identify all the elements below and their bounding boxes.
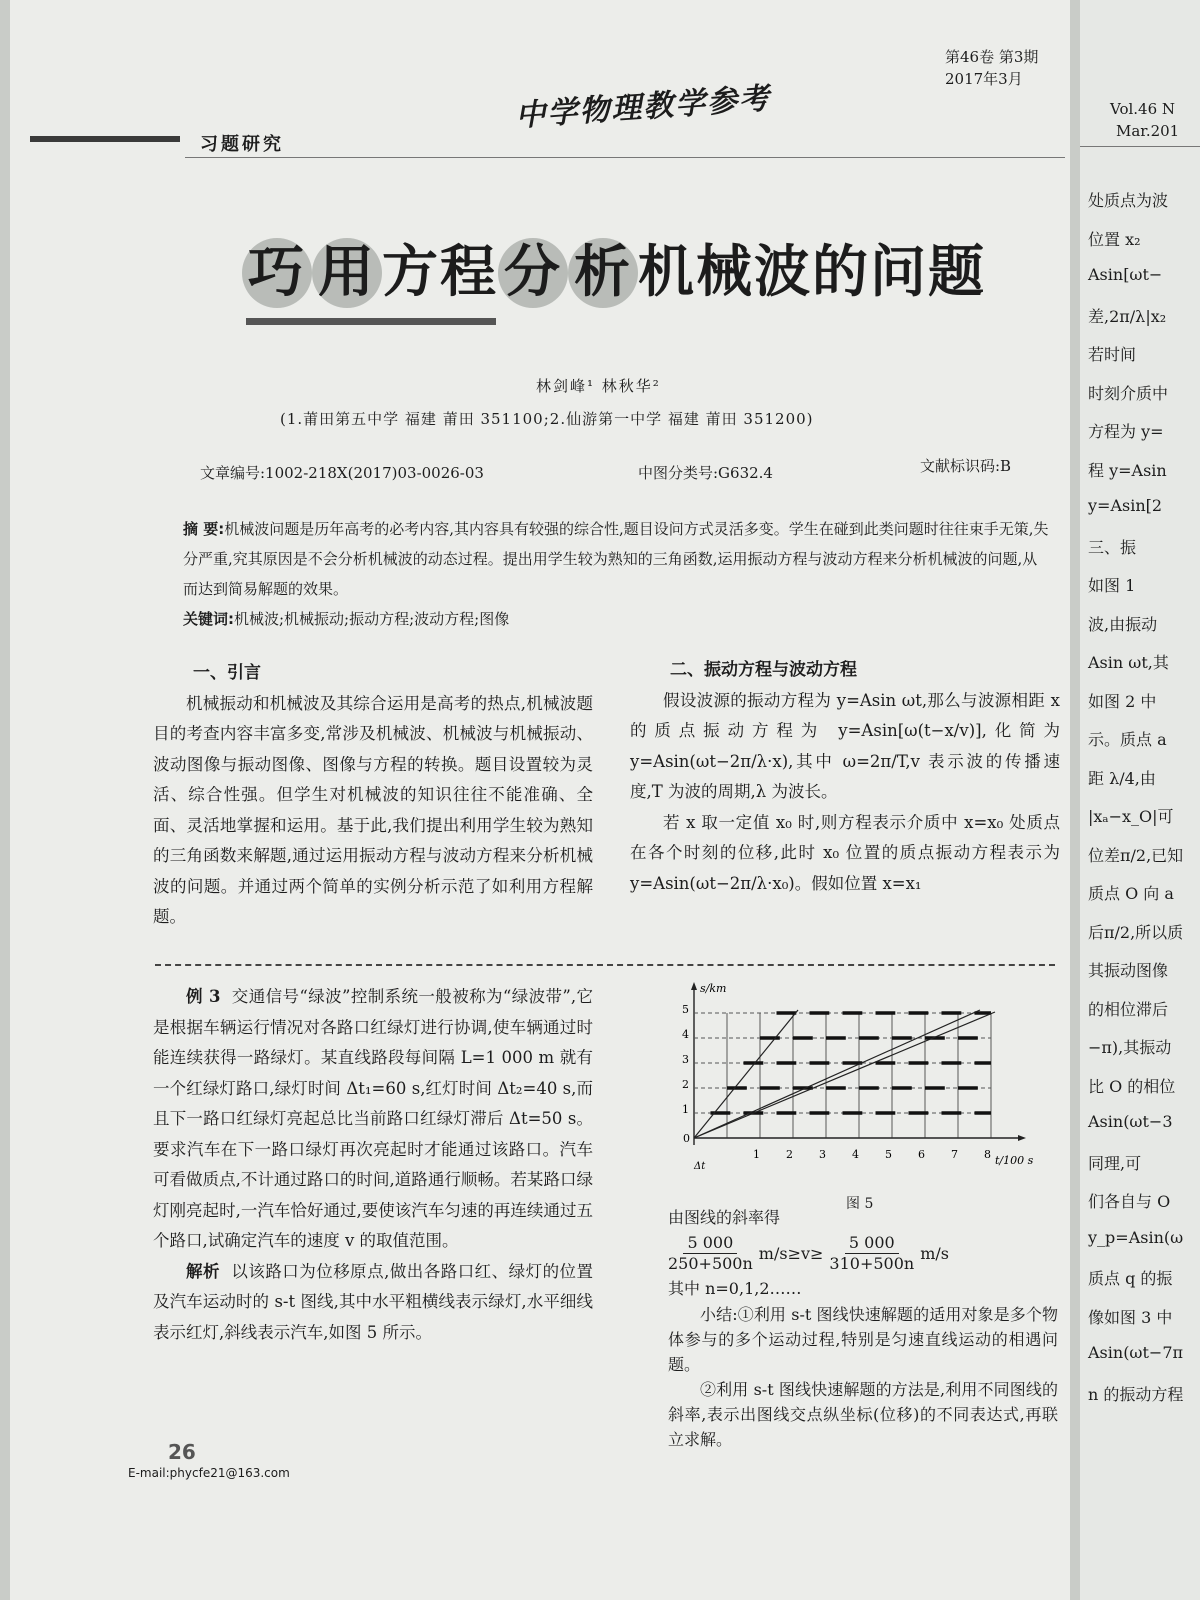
article-number: 文章编号:1002-218X(2017)03-0026-03 [200, 464, 484, 482]
next-page-line: 像如图 3 中 [1088, 1307, 1173, 1327]
figure-5-chart [650, 980, 1050, 1180]
y-axis-arrow [691, 982, 697, 990]
car-line-fast [694, 1010, 798, 1138]
car-line-slow [694, 1012, 995, 1138]
section-heading: 一、引言 [193, 663, 261, 683]
next-page-line: 的相位滞后 [1088, 999, 1169, 1019]
x-tick-label: 8 [984, 1148, 991, 1161]
example-block [153, 982, 593, 1348]
journal-masthead: 中学物理教学参考 [514, 81, 773, 134]
abstract-label: 摘 要: [183, 520, 225, 538]
fraction [668, 1233, 753, 1274]
section-bar [30, 136, 180, 142]
next-page-line: |xₐ−x_O|可 [1088, 807, 1174, 826]
affiliations: (1.莆田第五中学 福建 莆田 351100;2.仙游第一中学 福建 莆田 351200) [280, 410, 814, 428]
next-page-line: 时刻介质中 [1088, 383, 1169, 403]
y-tick-label: 3 [682, 1053, 689, 1066]
volume-info [945, 46, 1038, 90]
next-page-line: Asin(ωt−7π [1088, 1343, 1184, 1362]
next-page-line: 处质点为波 [1088, 191, 1169, 210]
title-text: 方程 [382, 240, 498, 305]
next-page-line: 比 O 的相位 [1088, 1076, 1176, 1096]
authors: 林剑峰¹ 林秋华² [536, 377, 661, 395]
next-page-line: 质点 O 向 a [1088, 884, 1174, 903]
equation-paragraph: 假设波源的振动方程为 y=Asin ωt,那么与波源相距 x 的质点振动方程为 y=Asin[ω(t−x/v)],化简为 y=Asin(ωt−2π/λ·x),其中 ω=2π/T,v 表示波的传播速度,T 为波的周期,λ 为波长。 [630, 690, 1060, 801]
left-page [10, 0, 1070, 1600]
next-page-line: 差,2π/λ|x₂ [1088, 306, 1167, 326]
footer-email: E-mail:phycfe21@163.com [128, 1466, 290, 1480]
next-page-line: 位置 x₂ [1088, 229, 1141, 249]
analysis-paragraph [153, 1257, 593, 1349]
x-tick-label: 4 [852, 1148, 859, 1161]
y-axis-label: s/km [700, 982, 727, 995]
volume-number: 第46卷 第3期 [945, 48, 1039, 66]
example-text: 交通信号“绿波”控制系统一般被称为“绿波带”,它是根据车辆运行情况对各路口红绿灯进行协调,使车辆通过时能连续获得一路绿灯。某直线路段每间隔 L=1 000 m 就有一个红绿灯路口,绿灯时间 Δt₁=60 s,红灯时间 Δt₂=40 s,而且下一路口红绿灯亮起总比当前路口红绿灯滞后 Δt=50 s。要求汽车在下一路口绿灯再次亮起时才能通过该路口。汽车可看做质点,不计通过路口的时间,道路通行顺畅。若某路口绿灯刚亮起时,一汽车恰好通过,要使该汽车匀速的再连续通过五个路口,试确定汽车的速度 v 的取值范围。 [153, 987, 593, 1250]
title-char-circled: 分 [498, 238, 568, 308]
analysis-label: 解析 [186, 1261, 220, 1281]
title-text: 机械波的问题 [638, 240, 986, 305]
numerator: 5 000 [683, 1233, 737, 1254]
x-tick-label: 1 [753, 1148, 760, 1161]
abstract-paragraph [183, 514, 1051, 604]
y-tick-label: 4 [682, 1028, 689, 1041]
denominator: 310+500n [829, 1254, 915, 1273]
next-page-line: 位差π/2,已知 [1088, 845, 1184, 865]
inequality-unit: m/s [920, 1243, 949, 1263]
n-values: 其中 n=0,1,2…… [668, 1279, 802, 1298]
clc-number: 中图分类号:G632.4 [638, 464, 773, 482]
issue-date: 2017年3月 [945, 70, 1023, 88]
next-page-line: 质点 q 的振 [1088, 1269, 1173, 1288]
next-page-line: Asin ωt,其 [1088, 653, 1169, 672]
summary-1: 小结:①利用 s-t 图线快速解题的适用对象是多个物体参与的多个运动过程,特别是匀速直线运动的相遇问题。 [668, 1305, 1058, 1374]
solution-block [668, 1205, 1058, 1452]
x-tick-label: 6 [918, 1148, 925, 1161]
dashed-separator [155, 964, 1055, 966]
next-page-line: Asin(ωt−3 [1088, 1112, 1173, 1131]
inequality-middle: m/s≥v≥ [758, 1243, 824, 1263]
document-code: 文献标识码:B [920, 457, 1012, 475]
next-page-line: 波,由振动 [1088, 614, 1158, 634]
x-axis-arrow [1018, 1135, 1026, 1141]
y-tick-labels [682, 1003, 689, 1116]
next-page-line: y_p=Asin(ω [1088, 1227, 1184, 1247]
title-underline [246, 318, 496, 325]
abstract [183, 514, 1051, 634]
next-page-line: −π),其振动 [1088, 1038, 1172, 1057]
next-page-line: 同理,可 [1088, 1153, 1142, 1173]
title-char-circled: 析 [568, 238, 638, 308]
y-tick-label: 2 [682, 1078, 689, 1091]
page-number: 26 [168, 1440, 196, 1464]
next-page-line: 其振动图像 [1088, 961, 1169, 980]
numerator: 5 000 [845, 1233, 899, 1254]
dt-label: Δt [694, 1161, 706, 1172]
next-page-volume: Vol.46 N [1110, 100, 1176, 118]
next-page-line: 们各自与 O [1088, 1192, 1171, 1211]
next-page-line: 若时间 [1088, 345, 1137, 364]
x-tick-label: 5 [885, 1148, 892, 1161]
x-tick-labels [753, 1148, 991, 1161]
example-paragraph [153, 982, 593, 1257]
speed-inequality [668, 1233, 1058, 1274]
next-page-line: 距 λ/4,由 [1088, 768, 1156, 788]
section-equations [630, 655, 1060, 899]
keywords-text: 机械波;机械振动;振动方程;波动方程;图像 [234, 610, 510, 628]
next-page-line: 如图 1 [1088, 576, 1136, 595]
y-tick-label: 5 [682, 1003, 689, 1016]
next-page-rule [1080, 146, 1200, 147]
intro-text: 机械振动和机械波及其综合运用是高考的热点,机械波题目的考查内容丰富多变,常涉及机械波、机械波与机械振动、波动图像与振动图像、图像与方程的转换。题目设置较为灵活、综合性强。但学生对机械波的知识往往不能准确、全面、灵活地掌握和运用。基于此,我们提出利用学生较为熟知的三角函数来解题,通过运用振动方程与波动方程来分析机械波的问题。并通过两个简单的实例分析示范了如利用方程解题。 [153, 693, 593, 926]
x-axis-label: t/100 s [995, 1154, 1034, 1167]
next-page-line: 三、振 [1088, 537, 1137, 557]
section-tag: 习题研究 [200, 134, 284, 155]
section-heading: 二、振动方程与波动方程 [670, 660, 857, 680]
equation-paragraph: 若 x 取一定值 x₀ 时,则方程表示介质中 x=x₀ 处质点在各个时刻的位移,此时 x₀ 位置的质点振动方程表示为 y=Asin(ωt−2π/λ·x₀)。假如位置 x=x₁ [630, 812, 1060, 893]
x-tick-label: 7 [951, 1148, 958, 1161]
title-char-circled: 用 [312, 238, 382, 308]
next-page-line: 方程为 y= [1088, 422, 1164, 441]
title-char-circled: 巧 [242, 238, 312, 308]
next-page-line: 程 y=Asin [1088, 460, 1167, 480]
next-page-line: 示。质点 a [1088, 730, 1167, 749]
fraction [829, 1233, 914, 1274]
keywords [183, 604, 1051, 634]
solution-intro: 由图线的斜率得 [668, 1208, 781, 1227]
article-title [242, 228, 986, 308]
next-page-line: Asin[ωt− [1088, 265, 1163, 284]
keywords-label: 关键词: [183, 610, 234, 628]
x-tick-label: 3 [819, 1148, 826, 1161]
section-intro [153, 658, 593, 933]
next-page-line: 如图 2 中 [1088, 691, 1157, 711]
origin-label: 0 [683, 1132, 690, 1145]
x-tick-label: 2 [786, 1148, 793, 1161]
header-rule [185, 157, 1065, 158]
example-label: 例 3 [186, 987, 221, 1006]
next-page-date: Mar.201 [1116, 122, 1180, 140]
denominator: 250+500n [668, 1254, 753, 1273]
next-page-line: 后π/2,所以质 [1088, 922, 1184, 942]
car-line-mid [694, 1010, 980, 1138]
figure-caption: 图 5 [846, 1196, 874, 1212]
abstract-text: 机械波问题是历年高考的必考内容,其内容具有较强的综合性,题目设问方式灵活多变。学生在碰到此类问题时往往束手无策,失分严重,究其原因是不会分析机械波的动态过程。提出用学生较为熟知的三角函数,运用振动方程与波动方程来分析机械波的问题,从而达到简易解题的效果。 [183, 520, 1049, 598]
next-page-line: y=Asin[2 [1088, 496, 1163, 515]
summary-2: ②利用 s-t 图线快速解题的方法是,利用不同图线的斜率,表示出图线交点纵坐标(位移)的不同表达式,再联立求解。 [668, 1380, 1058, 1449]
next-page-line: n 的振动方程 [1088, 1384, 1184, 1404]
next-page-edge [1080, 0, 1200, 1600]
y-tick-label: 1 [682, 1103, 689, 1116]
analysis-text: 以该路口为位移原点,做出各路口红、绿灯的位置及汽车运动时的 s-t 图线,其中水平粗横线表示绿灯,水平细线表示红灯,斜线表示汽车,如图 5 所示。 [153, 1261, 594, 1342]
